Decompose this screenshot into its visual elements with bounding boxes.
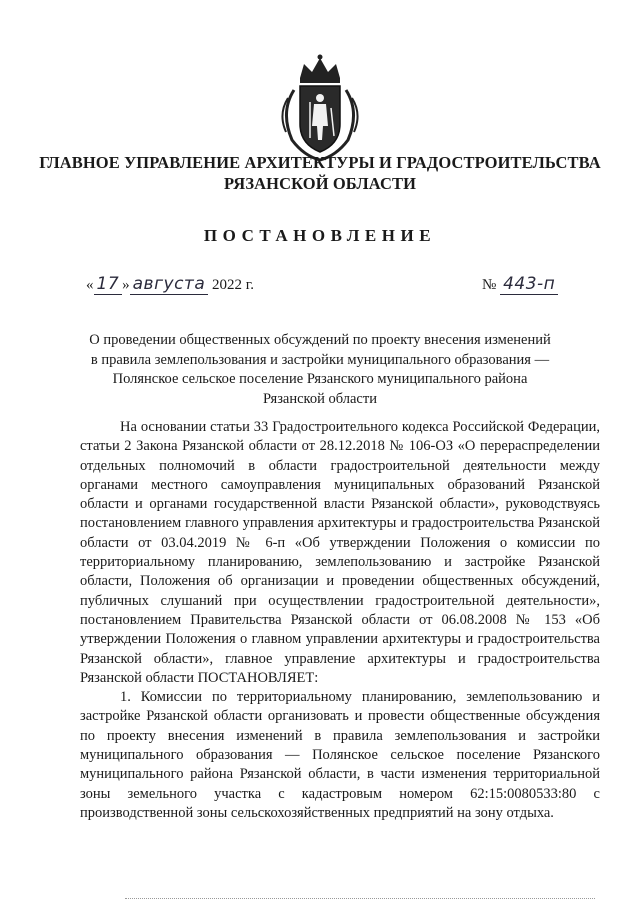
document-date [86, 274, 254, 294]
date-month: августа [130, 274, 209, 295]
number-value: 443-п [500, 274, 558, 295]
document-type: ПОСТАНОВЛЕНИЕ [203, 226, 437, 245]
subject-line3: Полянское сельское поселение Рязанского муниципального района [112, 371, 528, 387]
body-preamble: На основании статьи 33 Градостроительного кодекса Российской Федерации, статьи 2 Закона Рязанской области от 28.12.2018 № 106-ОЗ «О перераспределении отдельных полномочий в области градостроительной деятельности между органами местного самоуправления муниципальных образований Рязанской области и органами государственной власти Рязанской области», руководствуясь постановлением главного управления архитектуры и градостроительства Рязанской области от 03.04.2019 № 6-п «Об утверждении Положения о комиссии по территориальному планированию, землепользованию и застройке Рязанской области, Положения об организации и проведении общественных обсуждений, публичных слушаний при осуществлении градостроительной деятельности», постановлением Правительства Рязанской области от 06.08.2008 № 153 «Об утверждении Положения о главном управлении архитектуры и градостроительства Рязанской области», главное управление архитектуры и градостроительства Рязанской области ПОСТАНОВЛЯЕТ: [80, 419, 600, 686]
ryazan-coat-of-arms-icon [270, 52, 370, 162]
date-year: 2022 г. [212, 277, 254, 293]
date-open-quote: « [86, 277, 94, 293]
subject-line2: в правила землепользования и застройки муниципального образования — [90, 351, 550, 368]
agency-name [30, 152, 610, 194]
number-prefix: № [482, 277, 497, 293]
agency-name-line2: РЯЗАНСКОЙ ОБЛАСТИ [223, 174, 417, 193]
document-subject [80, 331, 560, 409]
subject-line1: О проведении общественных обсуждений по проекту внесения изменений [89, 332, 551, 348]
document-number [482, 274, 558, 294]
document-body [80, 418, 600, 823]
agency-name-line1: ГЛАВНОЕ УПРАВЛЕНИЕ АРХИТЕКТУРЫ И ГРАДОСТРОИТЕЛЬСТВА [39, 153, 601, 172]
date-close-quote: » [122, 277, 130, 293]
subject-line4: Рязанской области [263, 390, 377, 407]
date-day: 17 [94, 274, 123, 295]
body-item-1: 1. Комиссии по территориальному планированию, землепользованию и застройке Рязанской области организовать и провести общественные обсуждения по проекту внесения изменений в правила землепользования и застройки муниципального образования — Полянское сельское поселение Рязанского муниципального района Рязанской области, в части изменения территориальной зоны земельного участка с кадастровым номером 62:15:0080533:80 с производственной зоны сельскохозяйственных предприятий на зону отдыха. [80, 689, 600, 821]
scan-edge-divider [125, 898, 595, 899]
